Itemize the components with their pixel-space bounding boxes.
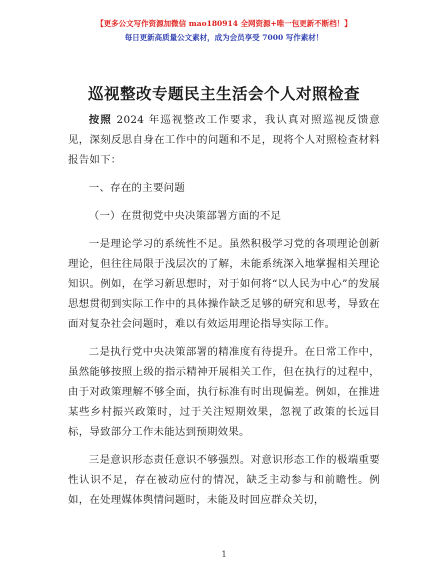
promo-banner-line2: 每日更新高质量公文素材，成为会员享受 7000 写作素材！ <box>124 33 324 42</box>
intro-paragraph <box>68 110 380 170</box>
promo-banner <box>0 17 448 45</box>
paragraph-1: 一是理论学习的系统性不足。虽然积极学习党的各项理论创新理论，但往往局限于浅层次的了解，未能系统深入地掌握相关理论知识。例如，在学习新思想时，对于如何将“以人民为中心”的发展思想贯彻到实际工作中的具体操作缺乏足够的研究和思考，导致在面对复杂社会问题时，难以有效运用理论指导实际工作。 <box>68 238 380 330</box>
paragraph-3: 三是意识形态责任意识不够强烈。对意识形态工作的极端重要性认识不足，存在被动应付的情况，缺乏主动参与和前瞻性。例如，在处理媒体舆情问题时，未能及时回应群众关切， <box>68 454 380 506</box>
paragraph-2: 二是执行党中央决策部署的精准度有待提升。在日常工作中，虽然能够按照上级的指示精神开展相关工作，但在执行的过程中，由于对政策理解不够全面，执行标准有时出现偏差。例如，在推进某些乡村振兴政策时，过于关注短期效果，忽视了政策的长远目标，导致部分工作未能达到预期效果。 <box>68 346 380 438</box>
intro-lead: 按照 <box>88 114 113 126</box>
subsection-heading: （一）在贯彻党中央决策部署方面的不足 <box>88 210 282 222</box>
document-body <box>68 110 380 510</box>
section-heading: 一、存在的主要问题 <box>88 182 186 194</box>
document-title: 巡视整改专题民主生活会个人对照检查 <box>87 85 360 103</box>
page-number: 1 <box>221 550 227 559</box>
intro-text: 2024 年巡视整改工作要求，我认真对照巡视反馈意见，深刻反思自身在工作中的问题和不足，现将个人对照检查材料报告如下： <box>68 114 380 166</box>
promo-banner-line1: 【更多公文写作资源加微信 mao180914 全网资源+唯一包更新不断档！】 <box>96 19 352 28</box>
